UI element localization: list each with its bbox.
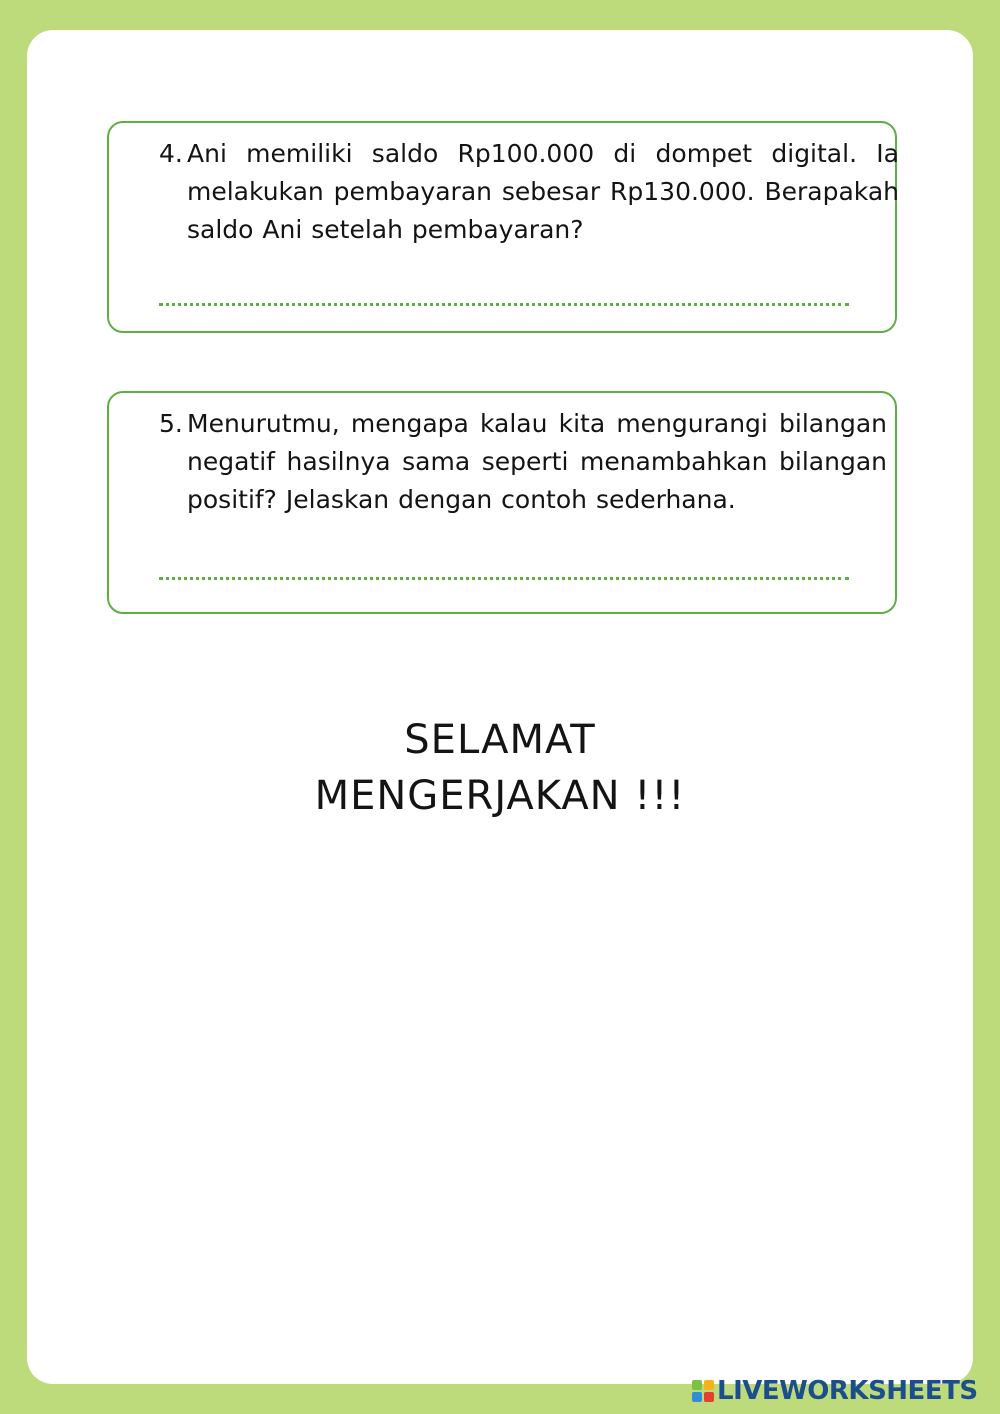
question-number: 5. (159, 409, 183, 438)
liveworksheets-brand (692, 1376, 978, 1406)
question-box-5 (107, 391, 897, 614)
answer-line[interactable] (159, 577, 849, 580)
question-box-4 (107, 121, 897, 333)
closing-line-1: SELAMAT (404, 717, 596, 763)
brand-name: LIVEWORKSHEETS (717, 1376, 978, 1406)
question-text: Menurutmu, mengapa kalau kita mengurangi bilangan negatif hasilnya sama seperti menambahkan bilangan positif? Jelaskan dengan contoh sederhana. (187, 409, 887, 514)
question-text: Ani memiliki saldo Rp100.000 di dompet digital. Ia melakukan pembayaran sebesar Rp130.000. Berapakah saldo Ani setelah pembayaran? (187, 139, 899, 244)
closing-line-2: MENGERJAKAN !!! (314, 773, 686, 819)
liveworksheets-logo-icon (692, 1380, 714, 1402)
answer-line[interactable] (159, 303, 849, 306)
question-number: 4. (159, 139, 183, 168)
closing-message (0, 712, 1000, 824)
